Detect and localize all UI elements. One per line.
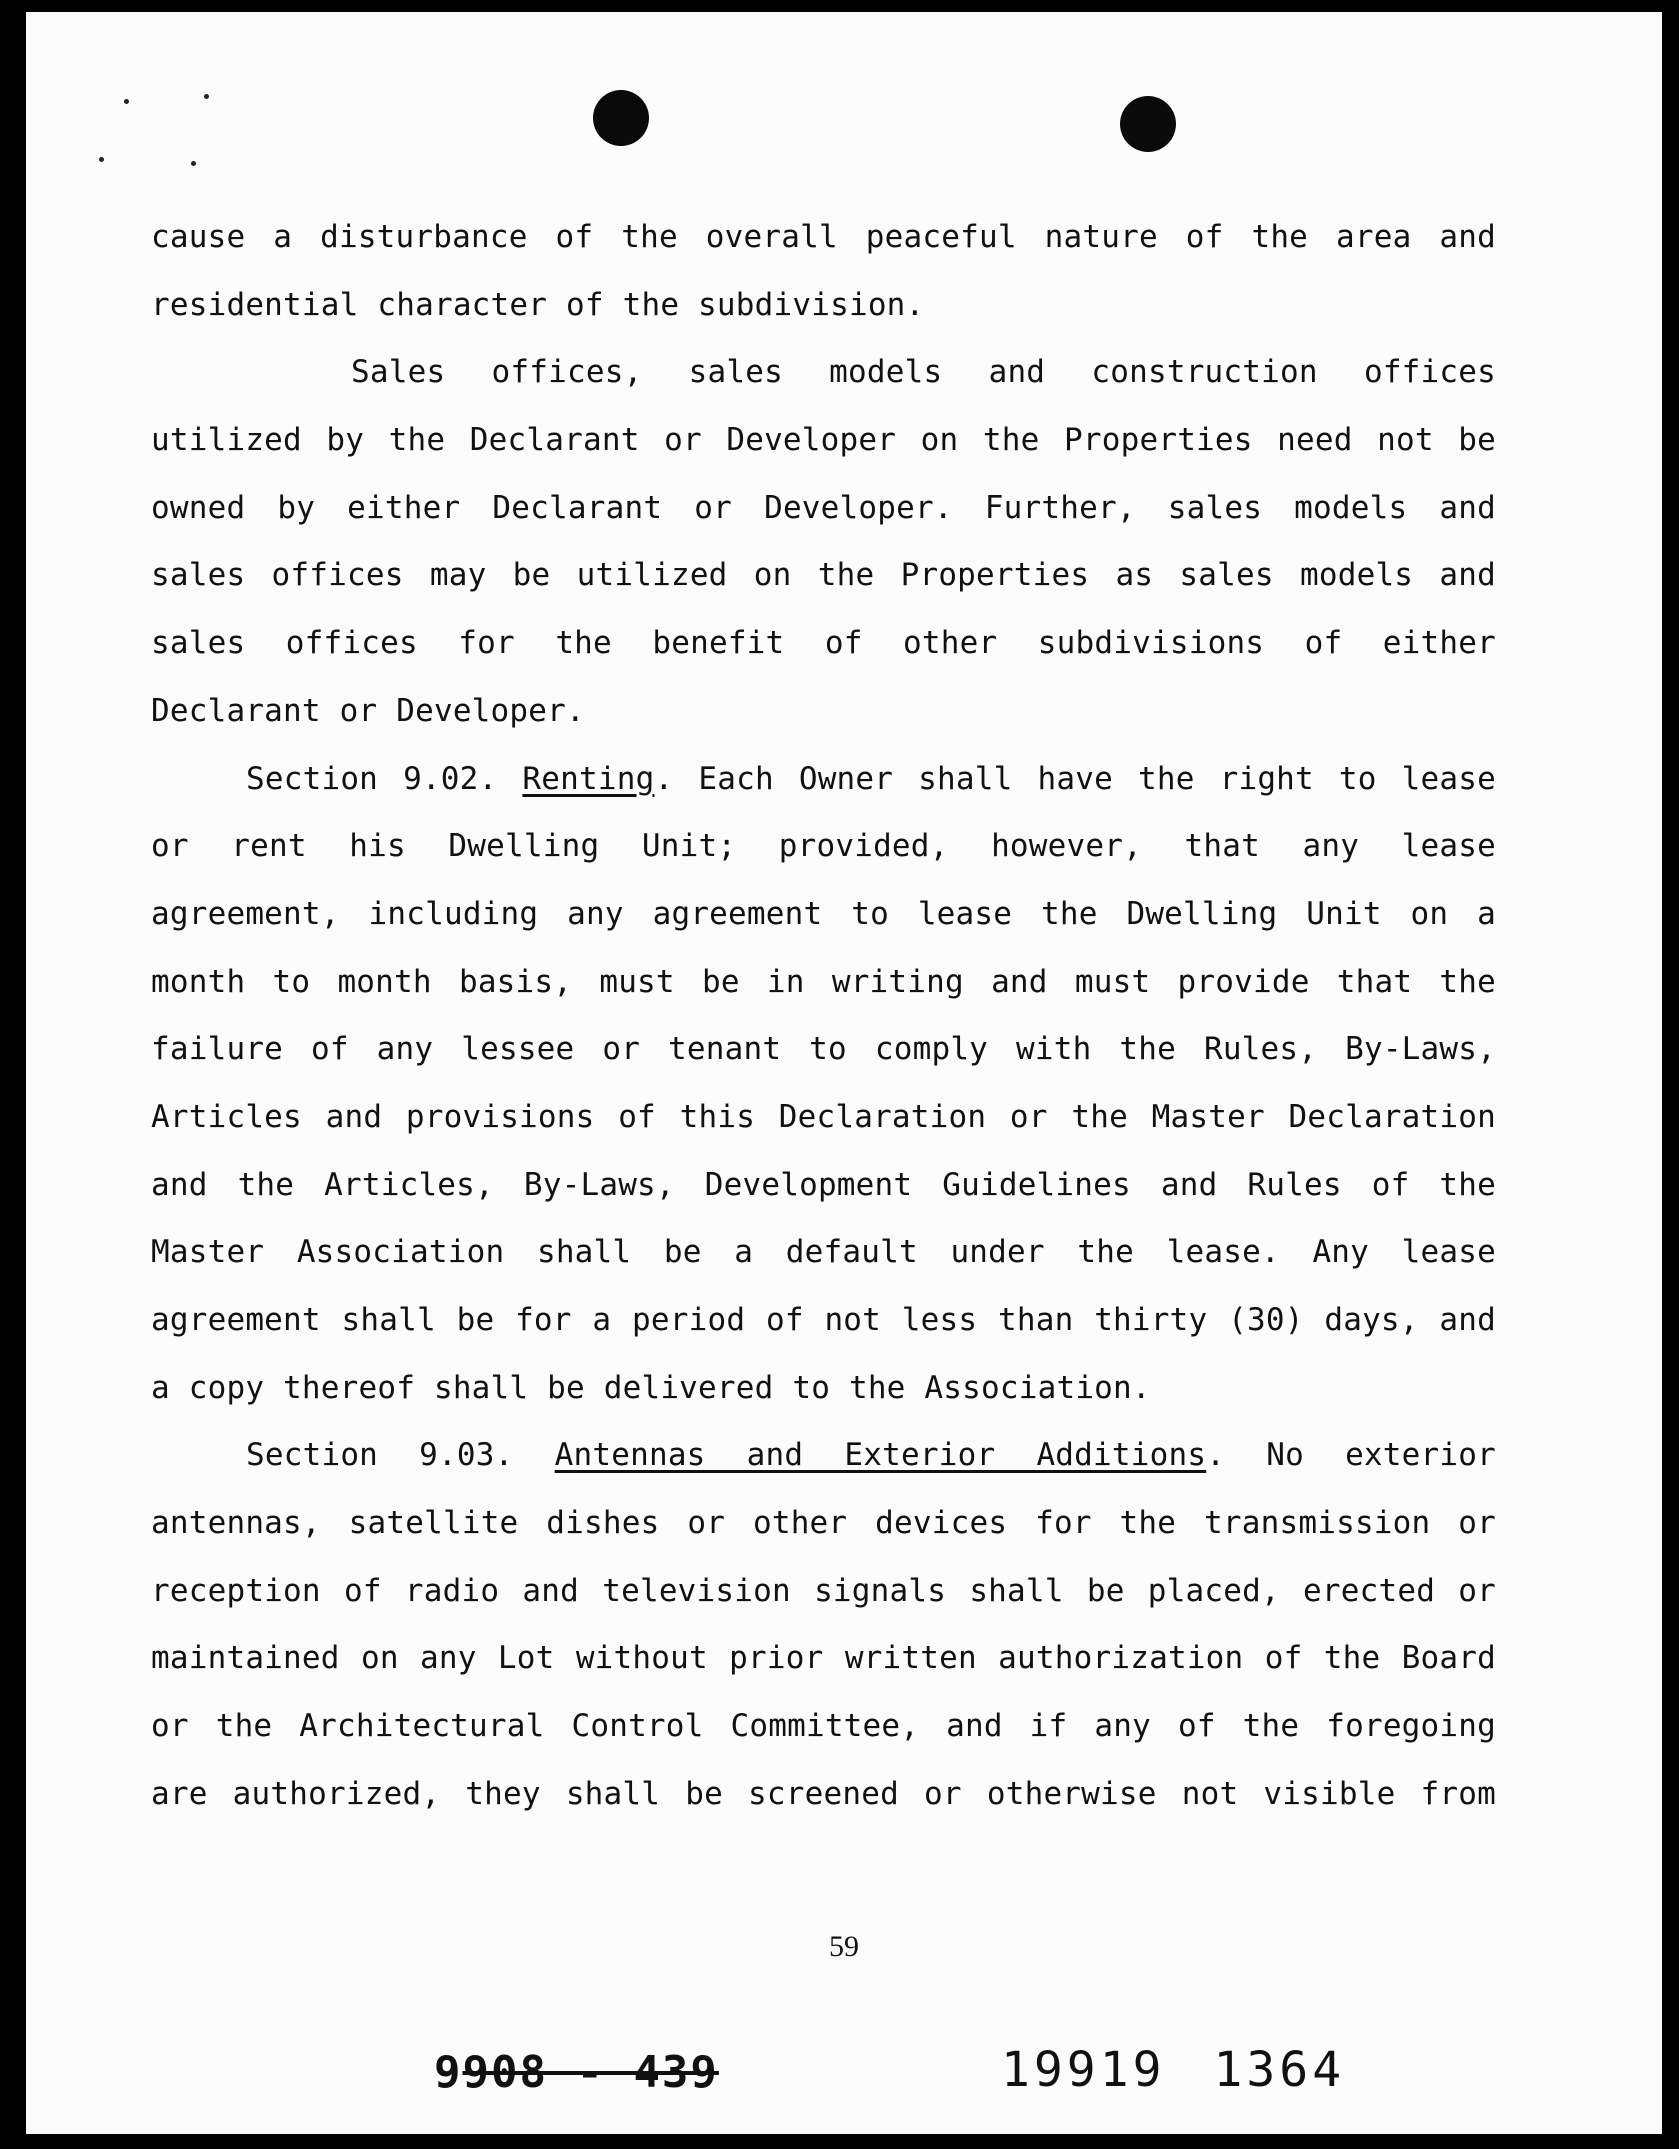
scan-speck <box>191 161 196 166</box>
document-number-b: 1364 <box>1213 2042 1346 2098</box>
text-line: Articles and provisions of this Declaration or the Master Declaration <box>151 1098 1496 1135</box>
scan-speck <box>204 94 209 99</box>
scan-speck <box>124 99 129 104</box>
section-number: Section 9.02. <box>246 760 498 797</box>
section-9-03-heading-line <box>151 1435 1496 1503</box>
page-number: 59 <box>829 1930 859 1963</box>
struck-document-number <box>434 2047 719 2098</box>
text-line: or the Architectural Control Committee, and if any of the foregoing <box>151 1708 1496 1745</box>
body-text <box>151 217 1496 1842</box>
text-line: failure of any lessee or tenant to comply with the Rules, By-Laws, <box>151 1031 1496 1068</box>
text-line: are authorized, they shall be screened or otherwise not visible from <box>151 1775 1496 1812</box>
struck-number-prefix: 9 <box>434 2047 463 2098</box>
document-number-a: 19919 <box>1001 2042 1166 2098</box>
text-line: cause a disturbance of the overall peaceful nature of the area and <box>151 219 1496 255</box>
text-line: antennas, satellite dishes or other devices for the transmission or <box>151 1505 1496 1542</box>
text-line: agreement, including any agreement to lease the Dwelling Unit on a <box>151 895 1496 932</box>
text-line: utilized by the Declarant or Developer on the Properties need not be <box>151 422 1496 459</box>
text-line: Sales offices, sales models and construction offices <box>351 354 1496 391</box>
section-heading-rest: . Each Owner shall have the right to lease <box>654 760 1496 797</box>
text-line: sales offices may be utilized on the Properties as sales models and <box>151 557 1496 594</box>
section-9-02-heading-line <box>151 759 1496 827</box>
text-line: reception of radio and television signals shall be placed, erected or <box>151 1572 1496 1609</box>
text-line: maintained on any Lot without prior written authorization of the Board <box>151 1640 1496 1677</box>
text-line: a copy thereof shall be delivered to the Association. <box>151 1369 1151 1406</box>
text-line: residential character of the subdivision. <box>151 286 925 323</box>
section-title: Renting <box>522 760 655 797</box>
text-line: agreement shall be for a period of not less than thirty (30) days, and <box>151 1302 1496 1338</box>
section-number: Section 9.03. <box>246 1437 514 1474</box>
text-line: or rent his Dwelling Unit; provided, however, that any lease <box>151 828 1496 865</box>
text-line: month to month basis, must be in writing and must provide that the <box>151 963 1496 1000</box>
text-line: and the Articles, By-Laws, Development Guidelines and Rules of the <box>151 1166 1496 1203</box>
section-title: Antennas and Exterior Additions <box>554 1437 1207 1474</box>
document-page <box>26 12 1662 2134</box>
text-line: Master Association shall be a default under the lease. Any lease <box>151 1234 1496 1271</box>
punch-hole-right <box>1120 96 1176 152</box>
punch-hole-left <box>593 90 649 146</box>
document-number <box>1001 2042 1345 2098</box>
text-line: owned by either Declarant or Developer. Further, sales models and <box>151 489 1496 526</box>
section-heading-rest: . No exterior <box>1206 1437 1496 1474</box>
text-line: sales offices for the benefit of other subdivisions of either <box>151 625 1496 662</box>
scan-speck <box>99 157 104 162</box>
text-line: Declarant or Developer. <box>151 692 585 729</box>
struck-number-text: 908 - 439 <box>462 2047 719 2098</box>
